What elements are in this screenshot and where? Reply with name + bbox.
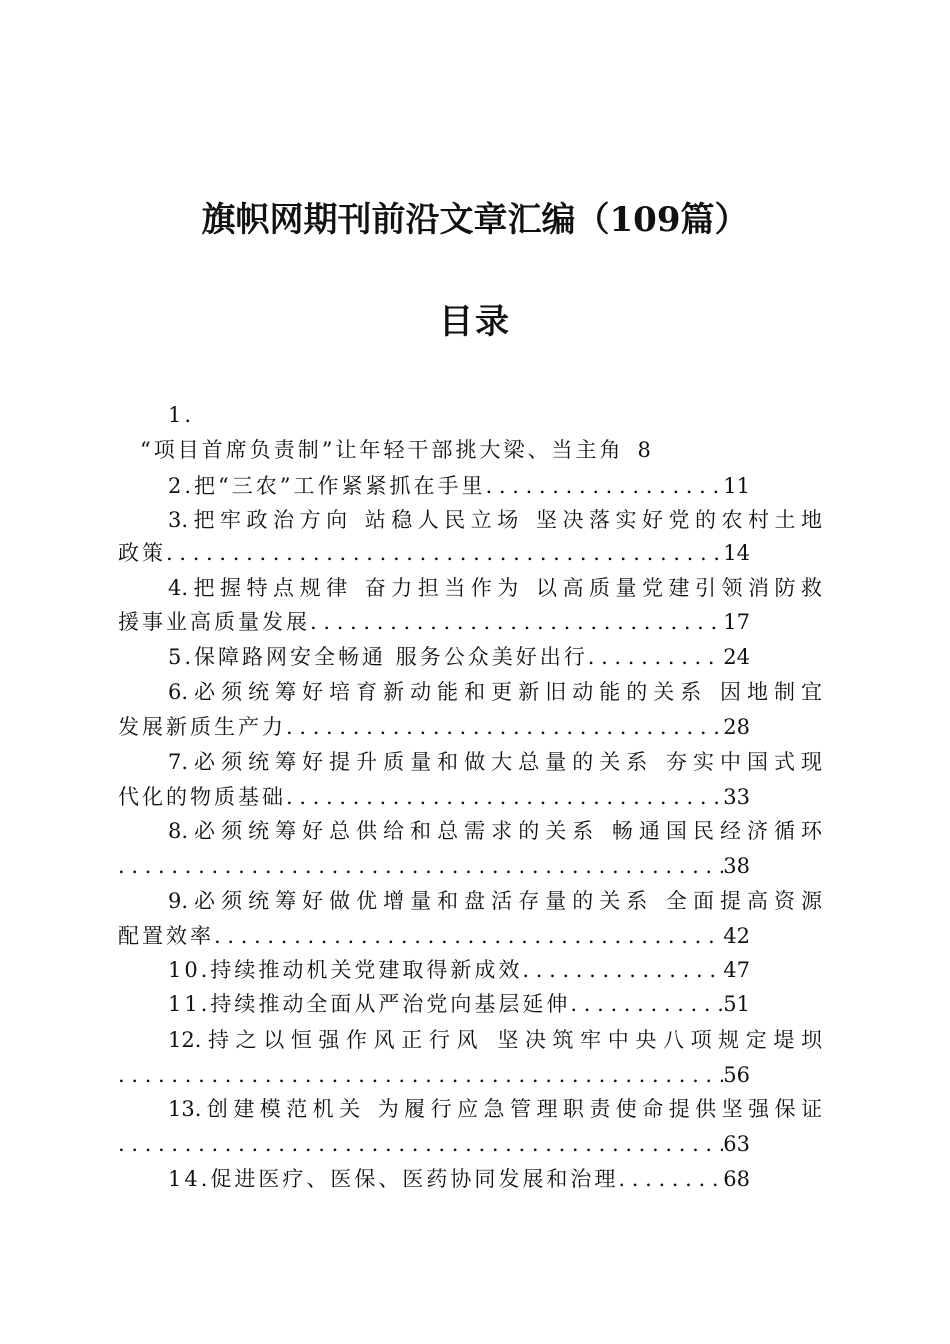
toc-entry-title: 促进医疗、医保、医药协同发展和治理 — [210, 1167, 619, 1191]
toc-entry-10[interactable] — [118, 953, 822, 987]
toc-entry-title: 持之以恒强作风正行风 坚决筑牢中央八项规定堤坝 — [201, 1028, 822, 1052]
toc-entry-title-cont: 政策 — [118, 541, 166, 565]
toc-entry-12-line-2[interactable] — [118, 1058, 822, 1092]
leader-dots — [118, 1127, 723, 1161]
toc-entry-page: 17 — [723, 610, 750, 634]
toc-entry-number: 6. — [168, 680, 189, 704]
toc-entry-title: 持续推动机关党建取得新成效 — [210, 958, 523, 982]
toc-entry-3-line-1[interactable] — [118, 503, 822, 537]
leader-dots — [588, 640, 724, 674]
toc-entry-page: 33 — [723, 785, 750, 809]
toc-entry-title: 必须统筹好培育新动能和更新旧动能的关系 因地制宜 — [188, 680, 822, 704]
toc-entry-number: 5. — [168, 645, 195, 669]
toc-entry-page: 11 — [723, 474, 750, 498]
toc-entry-page: 42 — [723, 924, 750, 948]
toc-entry-title: 必须统筹好提升质量和做大总量的关系 夯实中国式现 — [188, 750, 822, 774]
leader-dots — [618, 1162, 723, 1196]
toc-entry-number: 9. — [168, 889, 189, 913]
toc-entry-9-line-2[interactable] — [118, 919, 822, 953]
toc-entry-page: 28 — [723, 715, 750, 739]
toc-entry-title: 把握特点规律 奋力担当作为 以高质量党建引领消防救 — [188, 576, 822, 600]
toc-entry-page: 8 — [637, 438, 654, 462]
toc-entry-6-line-2[interactable] — [118, 710, 822, 744]
leader-dots — [214, 919, 723, 953]
toc-entry-1-number-line[interactable] — [118, 398, 822, 432]
toc-entry-page: 51 — [723, 992, 750, 1016]
toc-entry-7-line-2[interactable] — [118, 780, 822, 814]
toc-entry-number: 13. — [168, 1097, 202, 1121]
leader-dots — [310, 605, 723, 639]
toc-heading: 目录 — [439, 302, 511, 342]
toc-entry-number: 14. — [168, 1167, 211, 1191]
leader-dots — [522, 953, 723, 987]
toc-entry-title: 持续推动全面从严治党向基层延伸 — [210, 992, 571, 1016]
toc-entry-number: 8. — [168, 819, 189, 843]
toc-entry-13-line-1[interactable] — [118, 1092, 822, 1126]
leader-dots — [166, 536, 723, 570]
toc-entry-1[interactable] — [118, 433, 822, 467]
toc-entry-page: 56 — [723, 1063, 750, 1087]
toc-entry-title-cont: 援事业高质量发展 — [118, 610, 310, 634]
toc-entry-title: 把牢政治方向 站稳人民立场 坚决落实好党的农村土地 — [188, 508, 822, 532]
toc-entry-number: 4. — [168, 576, 189, 600]
toc-entry-title-cont: 代化的物质基础 — [118, 785, 286, 809]
toc-entry-number: 1. — [168, 403, 195, 427]
toc-entry-5[interactable] — [118, 640, 822, 674]
toc-entry-title-cont: 发展新质生产力 — [118, 715, 286, 739]
toc-entry-number: 10. — [168, 958, 211, 982]
toc-entry-8-line-2[interactable] — [118, 849, 822, 883]
toc-entry-page: 68 — [723, 1167, 750, 1191]
toc-entry-13-line-2[interactable] — [118, 1127, 822, 1161]
toc-entry-title: 把“三农”工作紧紧抓在手里 — [194, 474, 486, 498]
leader-dots — [570, 987, 723, 1021]
toc-entry-page: 63 — [723, 1132, 750, 1156]
toc-entry-title-cont: 配置效率 — [118, 924, 214, 948]
toc-entry-number: 2. — [168, 474, 195, 498]
leader-dots — [286, 780, 723, 814]
toc-entry-7-line-1[interactable] — [118, 745, 822, 779]
toc-entry-title: “项目首席负责制”让年轻干部挑大梁、当主角 — [140, 438, 624, 462]
toc-entry-number: 3. — [168, 508, 189, 532]
toc-entry-page: 47 — [723, 958, 750, 982]
leader-dots — [486, 469, 724, 503]
toc-entry-6-line-1[interactable] — [118, 675, 822, 709]
toc-entry-4-line-1[interactable] — [118, 571, 822, 605]
toc-entry-page: 38 — [723, 854, 750, 878]
toc-entry-12-line-1[interactable] — [118, 1023, 822, 1057]
toc-entry-11[interactable] — [118, 987, 822, 1021]
toc-entry-number: 12. — [168, 1028, 202, 1052]
leader-dots — [118, 1058, 723, 1092]
toc-entry-4-line-2[interactable] — [118, 605, 822, 639]
toc-entry-number: 7. — [168, 750, 189, 774]
toc-entry-3-line-2[interactable] — [118, 536, 822, 570]
toc-entry-title: 必须统筹好做优增量和盘活存量的关系 全面提高资源 — [188, 889, 822, 913]
toc-entry-page: 24 — [723, 645, 750, 669]
toc-entry-page: 14 — [723, 541, 750, 565]
toc-entry-title: 保障路网安全畅通 服务公众美好出行 — [194, 645, 588, 669]
document-title: 旗帜网期刊前沿文章汇编（109篇） — [201, 200, 749, 240]
toc-entry-8-line-1[interactable] — [118, 814, 822, 848]
leader-dots — [118, 849, 723, 883]
toc-entry-title: 必须统筹好总供给和总需求的关系 畅通国民经济循环 — [188, 819, 822, 843]
toc-entry-9-line-1[interactable] — [118, 884, 822, 918]
toc-entry-title: 创建模范机关 为履行应急管理职责使命提供坚强保证 — [201, 1097, 822, 1121]
leader-dots — [286, 710, 723, 744]
toc-entry-number: 11. — [168, 992, 211, 1016]
toc-entry-14[interactable] — [118, 1162, 822, 1196]
toc-entry-2[interactable] — [118, 469, 822, 503]
